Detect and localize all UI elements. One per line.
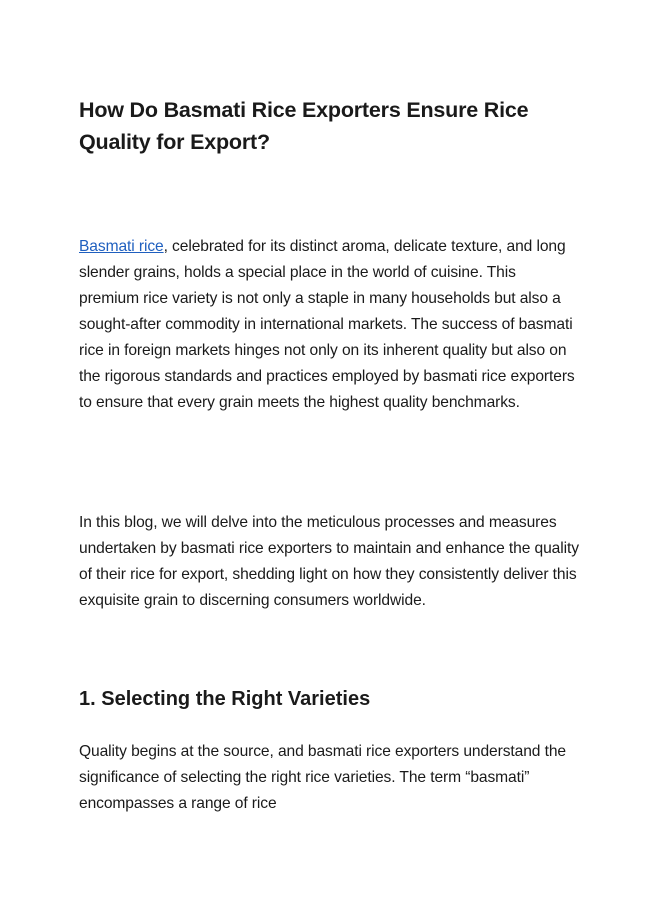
basmati-rice-link[interactable]: Basmati rice [79, 238, 164, 255]
section-heading-selecting-varieties: 1. Selecting the Right Varieties [79, 688, 371, 710]
intro-paragraph [79, 234, 579, 416]
intro-paragraph-text: , celebrated for its distinct aroma, delicate texture, and long slender grains, holds a special place in the world of cuisine. This premium rice variety is not only a staple in many households but also a sought-after commodity in international markets. The success of basmati rice in foreign markets hinges not only on its inherent quality but also on the rigorous standards and practices employed by basmati rice exporters to ensure that every grain meets the highest quality benchmarks. [79, 238, 575, 411]
section-paragraph-selecting-varieties: Quality begins at the source, and basmati rice exporters understand the significance of selecting the right rice varieties. The term “basmati” encompasses a range of rice [79, 743, 566, 812]
page-title: How Do Basmati Rice Exporters Ensure Rice Quality for Export? [79, 98, 529, 154]
blog-overview-paragraph: In this blog, we will delve into the meticulous processes and measures undertaken by basmati rice exporters to maintain and enhance the quality of their rice for export, shedding light on how they consistently deliver this exquisite grain to discerning consumers worldwide. [79, 514, 579, 609]
